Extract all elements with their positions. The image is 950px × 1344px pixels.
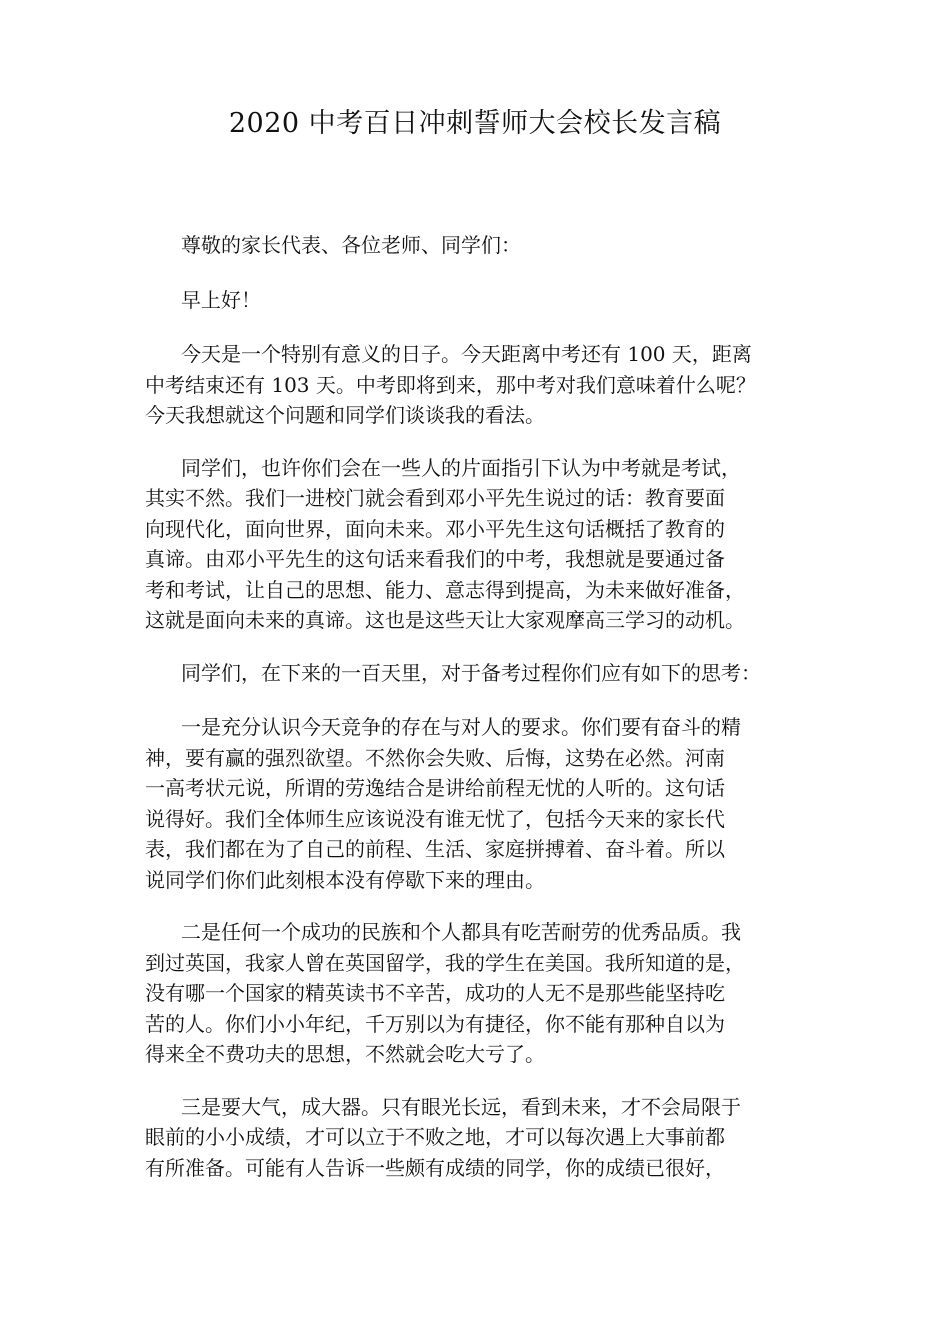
paragraph — [145, 285, 830, 316]
paragraph-line: 到过英国，我家人曾在英国留学，我的学生在美国。我所知道的是， — [145, 950, 745, 975]
paragraph-line: 尊敬的家长代表、各位老师、同学们： — [181, 233, 521, 257]
paragraph-line: 向现代化，面向世界，面向未来。邓小平先生这句话概括了教育的 — [145, 516, 725, 541]
paragraph-line: 没有哪一个国家的精英读书不辛苦，成功的人无不是那些能坚持吃 — [145, 981, 725, 1005]
paragraph-line: 三是要大气，成大器。只有眼光长远，看到未来，才不会局限于 — [181, 1094, 741, 1119]
paragraph-line: 其实不然。我们一进校门就会看到邓小平先生说过的话：教育要面 — [145, 486, 725, 510]
paragraph — [145, 917, 830, 1070]
document-title: 2020 中考百日冲刺誓师大会校长发言稿 — [228, 108, 722, 139]
paragraph-line: 有所准备。可能有人告诉一些颇有成绩的同学，你的成绩已很好， — [145, 1155, 725, 1180]
paragraph — [145, 230, 830, 261]
paragraph — [145, 1092, 830, 1184]
paragraph-line: 说得好。我们全体师生应该说没有谁无忧了，包括今天来的家长代 — [145, 806, 725, 831]
paragraph-line: 神，要有赢的强烈欲望。不然你会失败、后悔，这势在必然。河南 — [145, 745, 725, 770]
paragraph-line: 同学们，也许你们会在一些人的片面指引下认为中考就是考试， — [181, 455, 741, 480]
paragraph-line: 今天我想就这个问题和同学们谈谈我的看法。 — [145, 403, 545, 427]
document-body — [145, 230, 830, 1205]
paragraph-line: 中考结束还有 103 天。中考即将到来，那中考对我们意味着什么呢？ — [145, 372, 756, 397]
paragraph-line: 考和考试，让自己的思想、能力、意志得到提高，为未来做好准备， — [145, 577, 745, 602]
paragraph-line: 这就是面向未来的真谛。这也是这些天让大家观摩高三学习的动机。 — [145, 608, 745, 632]
paragraph-line: 今天是一个特别有意义的日子。今天距离中考还有 100 天，距离 — [181, 342, 752, 366]
paragraph-line: 早上好！ — [181, 287, 261, 312]
paragraph-line: 说同学们你们此刻根本没有停歇下来的理由。 — [145, 867, 545, 892]
paragraph-line: 一是充分认识今天竞争的存在与对人的要求。你们要有奋斗的精 — [181, 715, 741, 739]
paragraph-line: 表，我们都在为了自己的前程、生活、家庭拼搏着、奋斗着。所以 — [145, 837, 725, 861]
paragraph-line: 真谛。由邓小平先生的这句话来看我们的中考，我想就是要通过备 — [145, 547, 725, 571]
paragraph-line: 二是任何一个成功的民族和个人都具有吃苦耐劳的优秀品质。我 — [181, 920, 741, 944]
paragraph — [145, 453, 830, 636]
paragraph-line: 眼前的小小成绩，才可以立于不败之地，才可以每次遇上大事前都 — [145, 1125, 725, 1149]
paragraph-line: 得来全不费功夫的思想，不然就会吃大亏了。 — [145, 1042, 545, 1066]
paragraph — [145, 658, 830, 689]
paragraph-line: 一高考状元说，所谓的劳逸结合是讲给前程无忧的人听的。这句话 — [145, 776, 725, 800]
paragraph-line: 同学们，在下来的一百天里，对于备考过程你们应有如下的思考： — [181, 660, 761, 685]
paragraph — [145, 712, 830, 895]
paragraph — [145, 339, 830, 431]
paragraph-line: 苦的人。你们小小年纪，千万别以为有捷径，你不能有那种自以为 — [145, 1011, 725, 1036]
